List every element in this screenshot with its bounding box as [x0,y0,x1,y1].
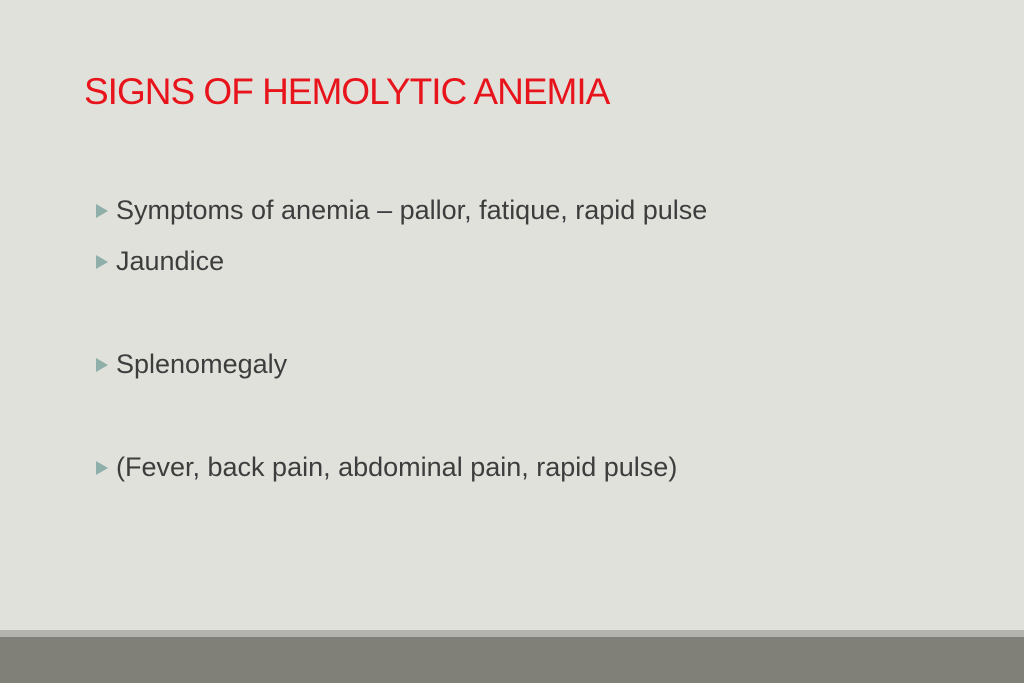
bullet-item-splenomegaly [96,344,287,384]
bullet-item-symptoms [96,190,707,230]
bullet-text: Jaundice [116,245,225,276]
bullet-item-fever [96,447,677,487]
triangle-bullet-icon [96,461,108,475]
footer-divider-line [0,630,1024,637]
triangle-bullet-icon [96,255,108,269]
bullet-text: (Fever, back pain, abdominal pain, rapid pulse) [116,451,678,482]
footer-bar [0,637,1024,683]
bullet-text: Symptoms of anemia – pallor, fatique, rapid pulse [116,194,708,225]
bullet-item-jaundice [96,241,224,281]
triangle-bullet-icon [96,358,108,372]
bullet-text: Splenomegaly [116,348,288,379]
triangle-bullet-icon [96,204,108,218]
slide-title: SIGNS OF HEMOLYTIC ANEMIA [84,71,610,112]
